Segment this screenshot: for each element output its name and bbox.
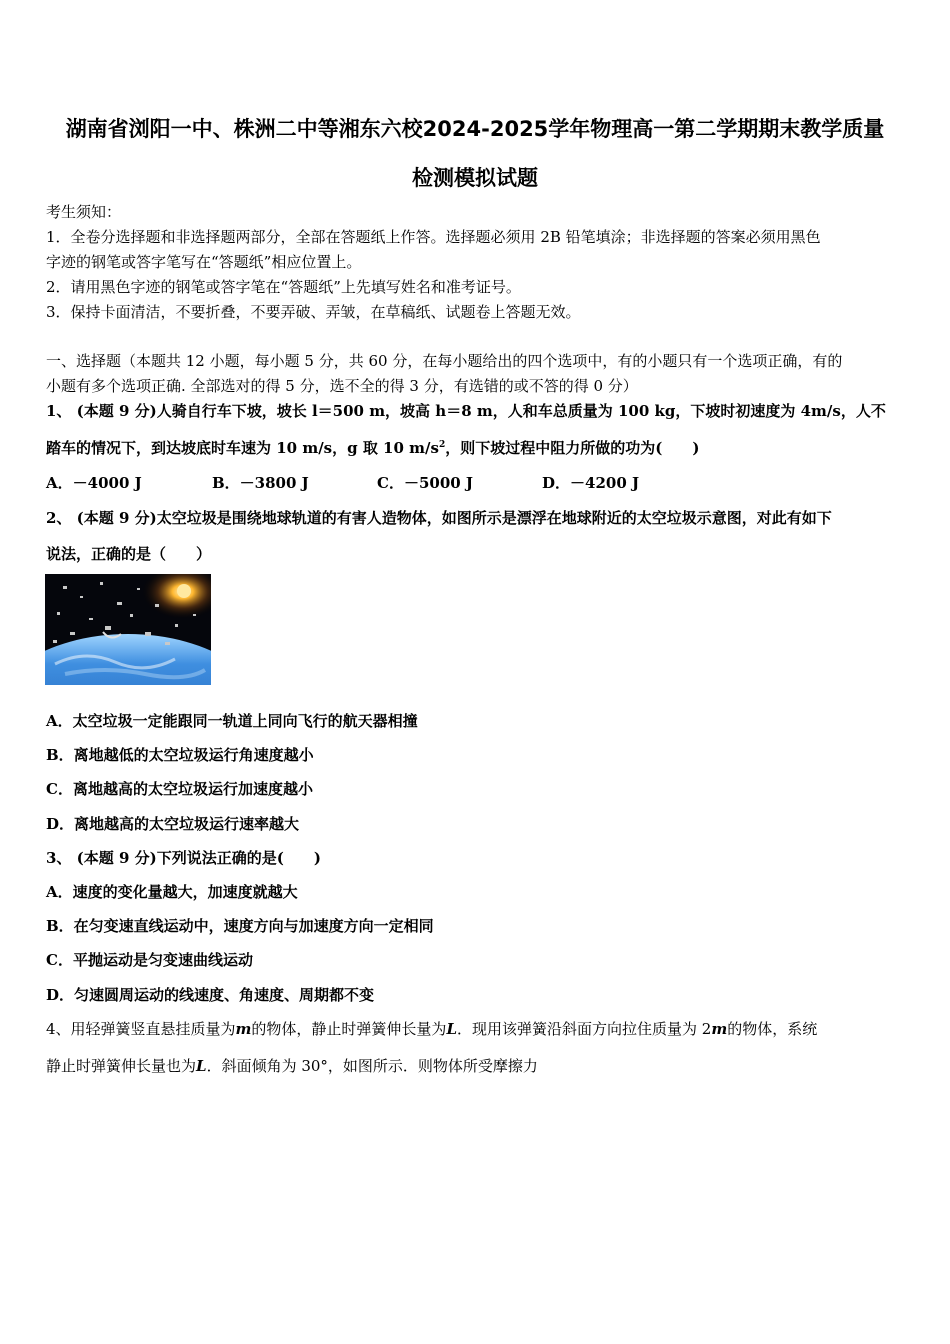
question-1-line-2-text-a: 踏车的情况下，到达坡底时车速为 10 m/s，g 取 10 m/s: [46, 439, 439, 457]
question-2-option-d[interactable]: D．离地越高的太空垃圾运行速率越大: [46, 815, 300, 833]
question-3-option-b[interactable]: B．在匀变速直线运动中，速度方向与加速度方向一定相同: [46, 917, 434, 935]
sun-shape: [177, 584, 191, 598]
section-heading-line-1: 一、选择题（本题共 12 小题，每小题 5 分，共 60 分，在每小题给出的四个选项中，有的小题只有一个选项正确，有的: [46, 352, 843, 370]
question-4-var-m2: m: [711, 1020, 728, 1038]
question-1-options: [46, 473, 746, 493]
question-3-option-c[interactable]: C．平抛运动是匀变速曲线运动: [46, 951, 253, 969]
question-1-superscript: 2: [438, 440, 446, 450]
question-2-option-b[interactable]: B．离地越低的太空垃圾运行角速度越小: [46, 746, 314, 764]
question-1-option-d[interactable]: D．－4200 J: [542, 474, 640, 492]
question-3-option-d[interactable]: D．匀速圆周运动的线速度、角速度、周期都不变: [46, 986, 375, 1004]
question-1-option-a[interactable]: A．－4000 J: [46, 474, 142, 492]
question-4-text-5: 静止时弹簧伸长量也为: [46, 1057, 197, 1075]
question-4-line-1: [46, 1019, 817, 1039]
question-2-option-a[interactable]: A．太空垃圾一定能跟同一轨道上同向飞行的航天器相撞: [46, 712, 418, 730]
question-4-line-2: [46, 1056, 538, 1076]
question-2-line-1: 2、 (本题 9 分)太空垃圾是围绕地球轨道的有害人造物体，如图所示是漂浮在地球附近的太空垃圾示意图，对此有如下: [46, 509, 832, 527]
question-4-var-m: m: [235, 1020, 252, 1038]
question-3-line-1: 3、 (本题 9 分)下列说法正确的是( ): [46, 849, 321, 867]
question-1-line-1: 1、 (本题 9 分)人骑自行车下坡，坡长 l＝500 m，坡高 h＝8 m，人和车总质量为 100 kg，下坡时初速度为 4m/s，人不: [46, 402, 886, 420]
question-4-text-1: 4、用轻弹簧竖直悬挂质量为: [46, 1020, 236, 1038]
question-2-line-2: 说法，正确的是（ ）: [46, 545, 212, 563]
question-1-line-2-text-b: ，则下坡过程中阻力所做的功为( ): [445, 439, 700, 457]
question-4-text-2: 的物体，静止时弹簧伸长量为: [251, 1020, 447, 1038]
question-1-option-c[interactable]: C．－5000 J: [377, 474, 474, 492]
question-4-var-L: L: [446, 1020, 457, 1038]
question-1-option-b[interactable]: B．－3800 J: [212, 474, 309, 492]
question-4-text-6: ．斜面倾角为 30°，如图所示．则物体所受摩擦力: [206, 1057, 538, 1075]
page-title-line1: 湖南省浏阳一中、株洲二中等湘东六校2024-2025学年物理高一第二学期期末教学质量: [65, 117, 885, 141]
question-1-line-2: [46, 438, 699, 458]
space-debris-image: [45, 574, 211, 685]
notice-item-1-line-2: 字迹的钢笔或答字笔写在“答题纸”相应位置上。: [46, 253, 362, 271]
section-heading-line-2: 小题有多个选项正确. 全部选对的得 5 分，选不全的得 3 分，有选错的或不答的得 0 分）: [46, 377, 638, 395]
question-3-option-a[interactable]: A．速度的变化量越大，加速度就越大: [46, 883, 298, 901]
question-4-var-L2: L: [196, 1057, 207, 1075]
notice-item-1-line-1: 1．全卷分选择题和非选择题两部分，全部在答题纸上作答。选择题必须用 2B 铅笔填涂；非选择题的答案必须用黑色: [46, 228, 821, 246]
notice-item-2: 2．请用黑色字迹的钢笔或答字笔在“答题纸”上先填写姓名和准考证号。: [46, 278, 521, 296]
question-4-text-4: 的物体，系统: [727, 1020, 818, 1038]
notice-item-3: 3．保持卡面清洁，不要折叠，不要弄破、弄皱，在草稿纸、试题卷上答题无效。: [46, 303, 581, 321]
notice-heading: 考生须知：: [46, 203, 122, 221]
question-2-option-c[interactable]: C．离地越高的太空垃圾运行加速度越小: [46, 780, 313, 798]
question-4-text-3: ．现用该弹簧沿斜面方向拉住质量为 2: [456, 1020, 712, 1038]
page-title-line2: 检测模拟试题: [412, 166, 538, 190]
